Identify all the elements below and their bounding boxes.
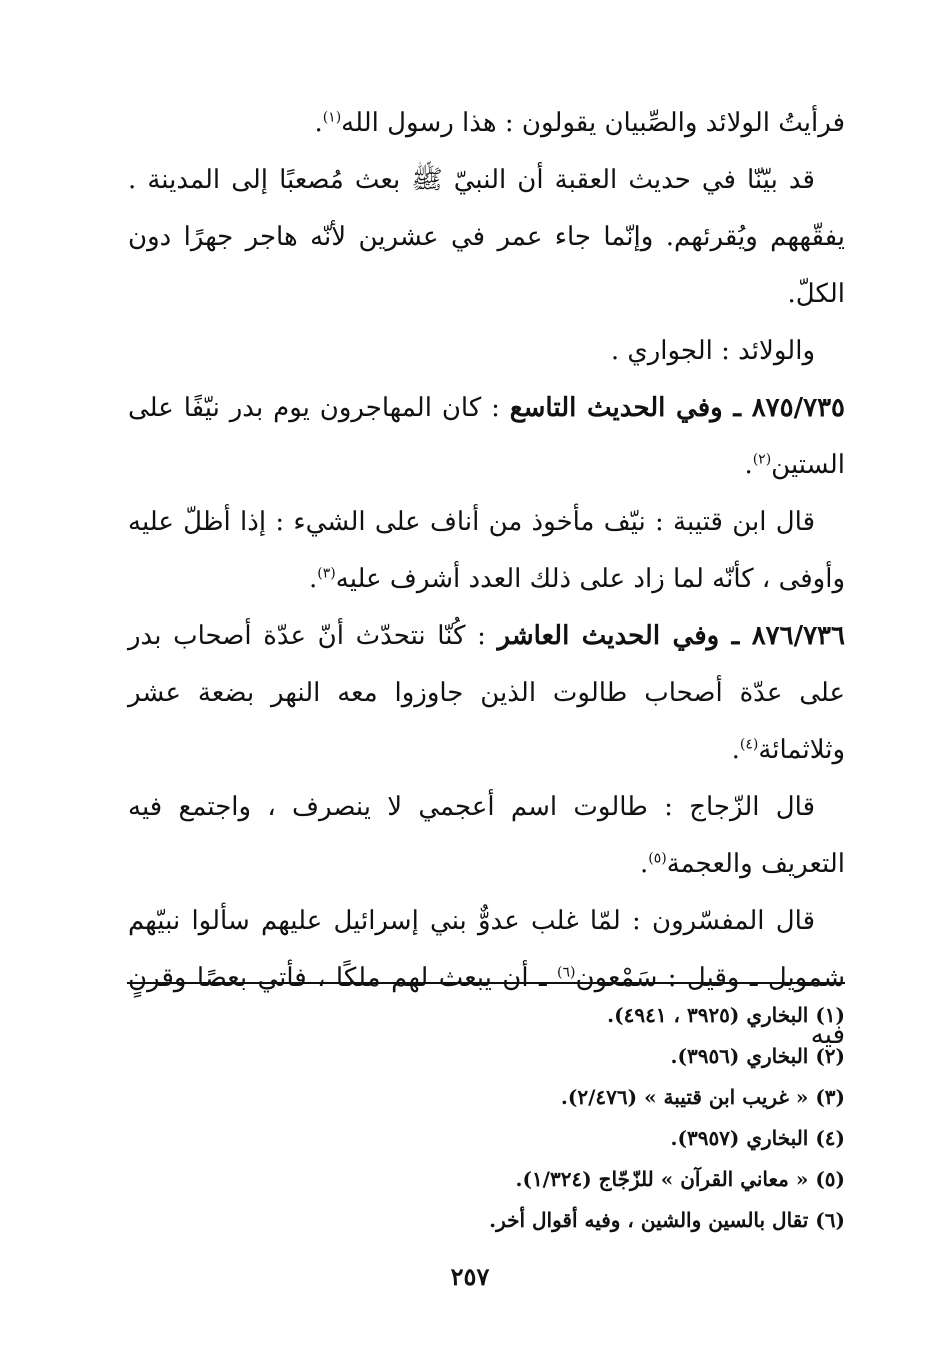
paragraph-end: . [639, 849, 649, 879]
footnote-ref: (٤) [739, 736, 759, 753]
hadith-875 [128, 380, 845, 494]
main-text [128, 95, 845, 1064]
footnote-ref: (٦) [557, 964, 576, 981]
footnote-ref: (٣) [317, 565, 336, 582]
paragraph-text: : كُنّا نتحدّث أنّ عدّة أصحاب بدر على عدّة أصحاب طالوت الذين جاوزوا معه النهر بضعة عشر وثلاثمائة [128, 621, 845, 765]
paragraph-text: فرأيتُ الولائد والصِّبيان يقولون : هذا رسول الله [341, 108, 845, 138]
hadith-heading: ٨٧٥/٧٣٥ ـ وفي الحديث التاسع [509, 393, 846, 423]
paragraph-3 [128, 323, 845, 380]
separator-line [127, 982, 845, 984]
page-number: ٢٥٧ [450, 1262, 490, 1291]
paragraph-2 [128, 152, 845, 323]
footnote-2: (٢) البخاري (٣٩٥٦). [670, 1044, 845, 1068]
paragraph-text: قد بيّنّا في حديث العقبة أن النبيّ ﷺ بعث مُصعبًا إلى المدينة . يفقّههم ويُقرئهم. وإنّما جاء عمر في عشرين لأنّه هاجر جهرًا دون الكلّ. [128, 165, 845, 309]
footnote-separator [128, 982, 845, 984]
footnote-5: (٥) « معاني القرآن » للزّجّاج (١/٣٢٤). [515, 1167, 845, 1191]
footnote-ref: (٢) [752, 451, 772, 468]
paragraph-text: قال الزّجاج : طالوت اسم أعجمي لا ينصرف ، واجتمع فيه التعريف والعجمة [128, 792, 845, 879]
paragraph-1 [128, 95, 845, 152]
paragraph-text: قال المفسّرون : لمّا غلب عدوٌّ بني إسرائيل عليهم سألوا نبيّهم شمويل ـ وقيل : سَمْعون [128, 906, 846, 993]
paragraph-end: . [731, 735, 740, 765]
paragraph-end: . [314, 108, 323, 138]
footnote-1: (١) البخاري (٣٩٢٥ ، ٤٩٤١). [607, 1003, 845, 1027]
footnote-3: (٣) « غريب ابن قتيبة » (٢/٤٧٦). [560, 1085, 845, 1109]
paragraph-text: والولائد : الجواري . [610, 336, 815, 366]
paragraph-text: قال ابن قتيبة : نيّف مأخوذ من أناف على الشيء : إذا أظلّ عليه وأوفى ، كأنّه لما زاد على ذلك العدد أشرف عليه [128, 507, 845, 594]
paragraph-7 [128, 779, 845, 893]
paragraph-end: . [309, 564, 318, 594]
paragraph-5 [128, 494, 845, 608]
footnote-6: (٦) تقال بالسين والشين ، وفيه أقوال أخر. [489, 1208, 845, 1232]
paragraph-text-continued: ـ أن يبعث لهم ملكًا ، فأتي بعصًا وقرنٍ فيه [128, 963, 845, 1050]
footnote-ref: (١) [322, 109, 342, 126]
hadith-heading: ٨٧٦/٧٣٦ ـ وفي الحديث العاشر [497, 621, 845, 651]
footnote-4: (٤) البخاري (٣٩٥٧). [670, 1126, 845, 1150]
footnote-ref: (٥) [648, 850, 667, 867]
paragraph-end: . [744, 450, 753, 480]
footnotes [128, 995, 845, 1241]
paragraph-text: : كان المهاجرون يوم بدر نيّفًا على الستين [128, 393, 845, 480]
hadith-876 [128, 608, 845, 779]
